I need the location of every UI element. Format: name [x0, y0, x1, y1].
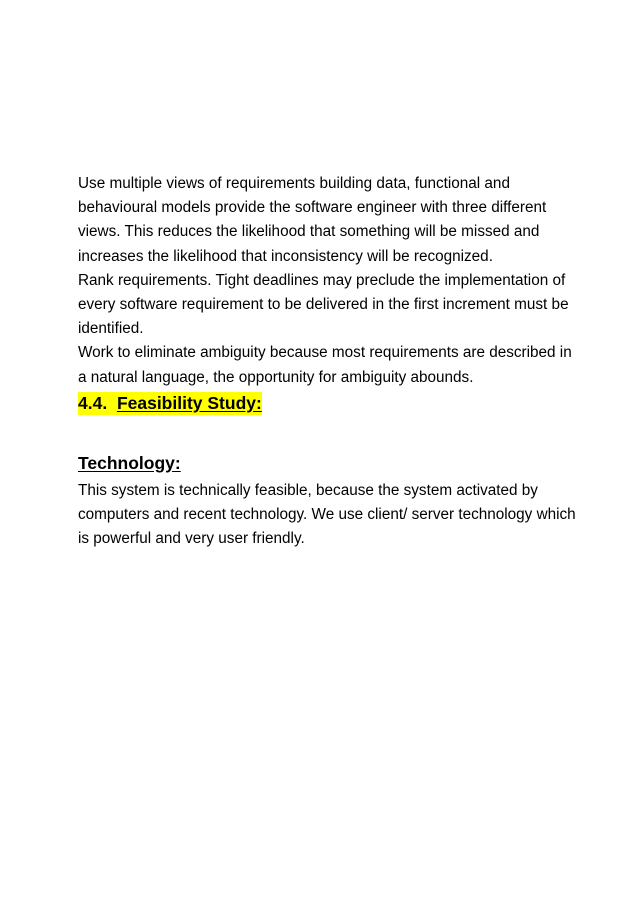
section-title: Feasibility Study:: [116, 392, 262, 413]
heading-highlight: [78, 392, 262, 415]
paragraph-multiple-views: Use multiple views of requirements building data, functional and behavioural models provide the software engineer with three different views. This reduces the likelihood that something will be missed and increases the likelihood that inconsistency will be recognized.: [78, 175, 547, 265]
section-heading-feasibility-study: [78, 390, 578, 416]
subsection-heading-technology: Technology:: [78, 452, 181, 473]
page-content: [78, 172, 578, 551]
paragraph-technology: This system is technically feasible, because the system activated by computers and recent technology. We use client/ server technology which is powerful and very user friendly.: [78, 481, 576, 548]
section-number: 4.4.: [78, 392, 108, 413]
paragraph-eliminate-ambiguity: Work to eliminate ambiguity because most requirements are described in a natural language, the opportunity for ambiguity abounds.: [78, 344, 572, 386]
paragraph-rank-requirements: Rank requirements. Tight deadlines may preclude the implementation of every software requirement to be delivered in the first increment must be identified.: [78, 271, 569, 338]
